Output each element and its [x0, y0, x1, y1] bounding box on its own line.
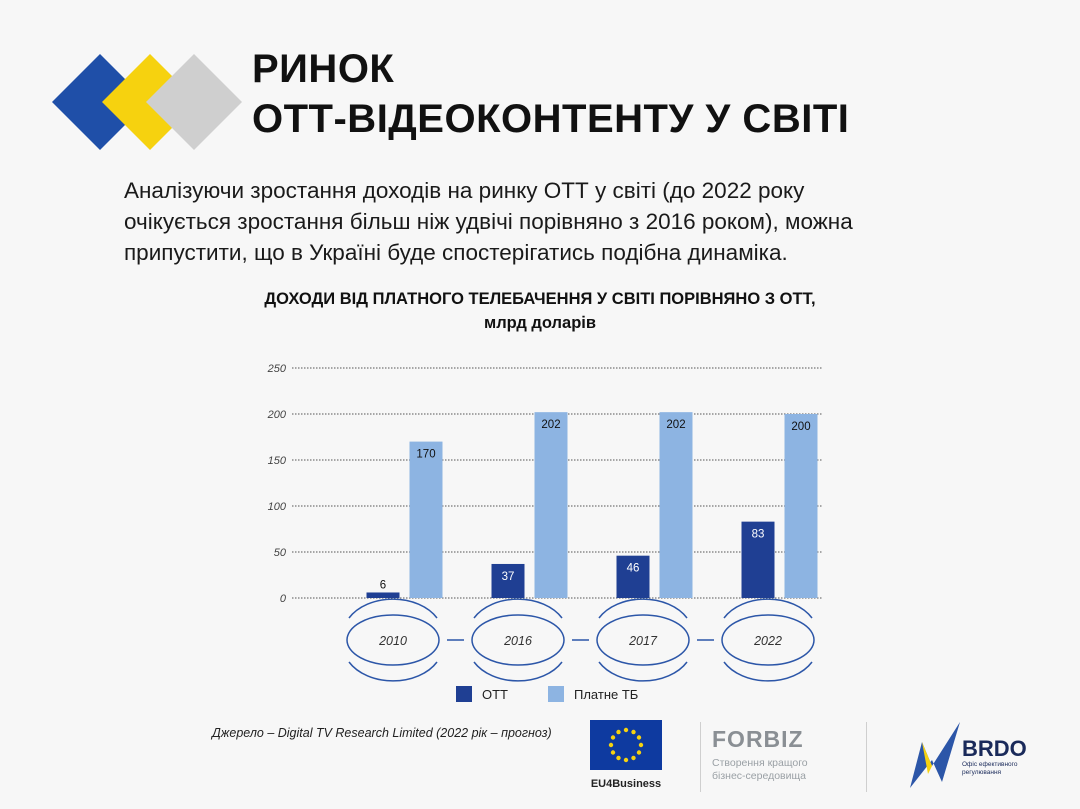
intro-line2: очікується зростання більш ніж удвічі порівняно з 2016 роком), можна — [124, 209, 853, 234]
source-note: Джерело – Digital TV Research Limited (2022 рік – прогноз) — [212, 726, 552, 740]
bar-paid-tv-2017 — [660, 412, 693, 598]
legend-label-paid-tv: Платне ТБ — [574, 686, 639, 702]
chart-title-block — [150, 287, 930, 335]
legend-item-paid-tv — [548, 686, 638, 702]
eu-star-icon — [639, 743, 643, 747]
eu-star-icon — [616, 756, 620, 760]
brdo-name: BRDO — [962, 736, 1027, 761]
page-title — [252, 44, 849, 144]
chart-title: ДОХОДИ ВІД ПЛАТНОГО ТЕЛЕБАЧЕННЯ У СВІТІ ПОРІВНЯНО З ОТТ, — [264, 290, 816, 308]
eu4business-logo — [588, 720, 664, 790]
legend-swatch-paid-tv — [548, 686, 564, 702]
bar-paid-tv-2016 — [535, 412, 568, 598]
bar-paid-tv-2022 — [785, 414, 818, 598]
chart-legend — [456, 686, 678, 702]
intro-line3: припустити, що в Україні буде спостерігатись подібна динаміка. — [124, 240, 788, 265]
eu4business-label: EU4Business — [590, 778, 662, 790]
chart-subtitle: млрд доларів — [483, 314, 597, 332]
page-title-line2: ОТТ-ВІДЕОКОНТЕНТУ У СВІТІ — [252, 97, 850, 141]
forbiz-logo — [712, 726, 808, 783]
data-label: 202 — [666, 419, 686, 432]
eu-star-icon — [611, 750, 615, 754]
diamond-logo — [52, 52, 242, 152]
data-label: 46 — [626, 562, 640, 575]
eu-star-icon — [609, 743, 613, 747]
brdo-tagline-line2: регулювання — [962, 769, 1002, 776]
forbiz-name: FORBIZ — [712, 726, 804, 752]
eu-star-icon — [624, 728, 628, 732]
data-label: 200 — [791, 421, 811, 433]
x-tick-label: 2016 — [504, 634, 532, 648]
eu-star-icon — [637, 750, 641, 754]
data-label: 6 — [379, 579, 387, 592]
brdo-mark-icon — [900, 716, 964, 796]
y-tick-label: 0 — [279, 593, 286, 605]
y-tick-label: 100 — [267, 501, 286, 513]
forbiz-tagline — [712, 757, 808, 783]
data-label: 170 — [416, 448, 436, 461]
eu-star-icon — [624, 758, 628, 762]
brdo-tagline — [962, 761, 1018, 777]
eu-star-icon — [637, 735, 641, 739]
eu-flag-icon — [590, 720, 662, 770]
y-tick-label: 200 — [267, 409, 286, 421]
intro-line1: Аналізуючи зростання доходів на ринку ОТТ у світі (до 2022 року — [124, 178, 805, 203]
brdo-logo — [900, 716, 1040, 796]
bar-paid-tv-2010 — [410, 442, 443, 598]
legend-swatch-ott — [456, 686, 472, 702]
y-tick-label: 50 — [273, 547, 286, 559]
bar-ott-2010 — [367, 592, 400, 598]
x-tick-label: 2010 — [379, 634, 407, 648]
x-tick-label: 2017 — [629, 634, 657, 648]
bar-chart — [250, 350, 850, 685]
y-tick-label: 250 — [267, 363, 286, 375]
legend-item-ott — [456, 686, 508, 702]
footer-divider — [700, 722, 701, 792]
y-tick-label: 150 — [267, 455, 286, 467]
eu-star-icon — [611, 735, 615, 739]
forbiz-tagline-line2: бізнес-середовища — [712, 770, 806, 782]
eu-star-icon — [631, 756, 635, 760]
footer-divider — [866, 722, 867, 792]
data-label: 83 — [751, 528, 765, 541]
data-label: 37 — [501, 570, 515, 583]
legend-label-ott: ОТТ — [482, 686, 508, 702]
intro-paragraph — [124, 175, 964, 268]
eu-star-icon — [616, 730, 620, 734]
page-title-line1: РИНОК — [252, 47, 395, 91]
x-tick-label: 2022 — [754, 634, 782, 648]
brdo-tagline-line1: Офіс ефективного — [962, 761, 1018, 768]
eu-star-icon — [631, 730, 635, 734]
forbiz-tagline-line1: Створення кращого — [712, 757, 808, 769]
data-label: 202 — [541, 419, 561, 432]
